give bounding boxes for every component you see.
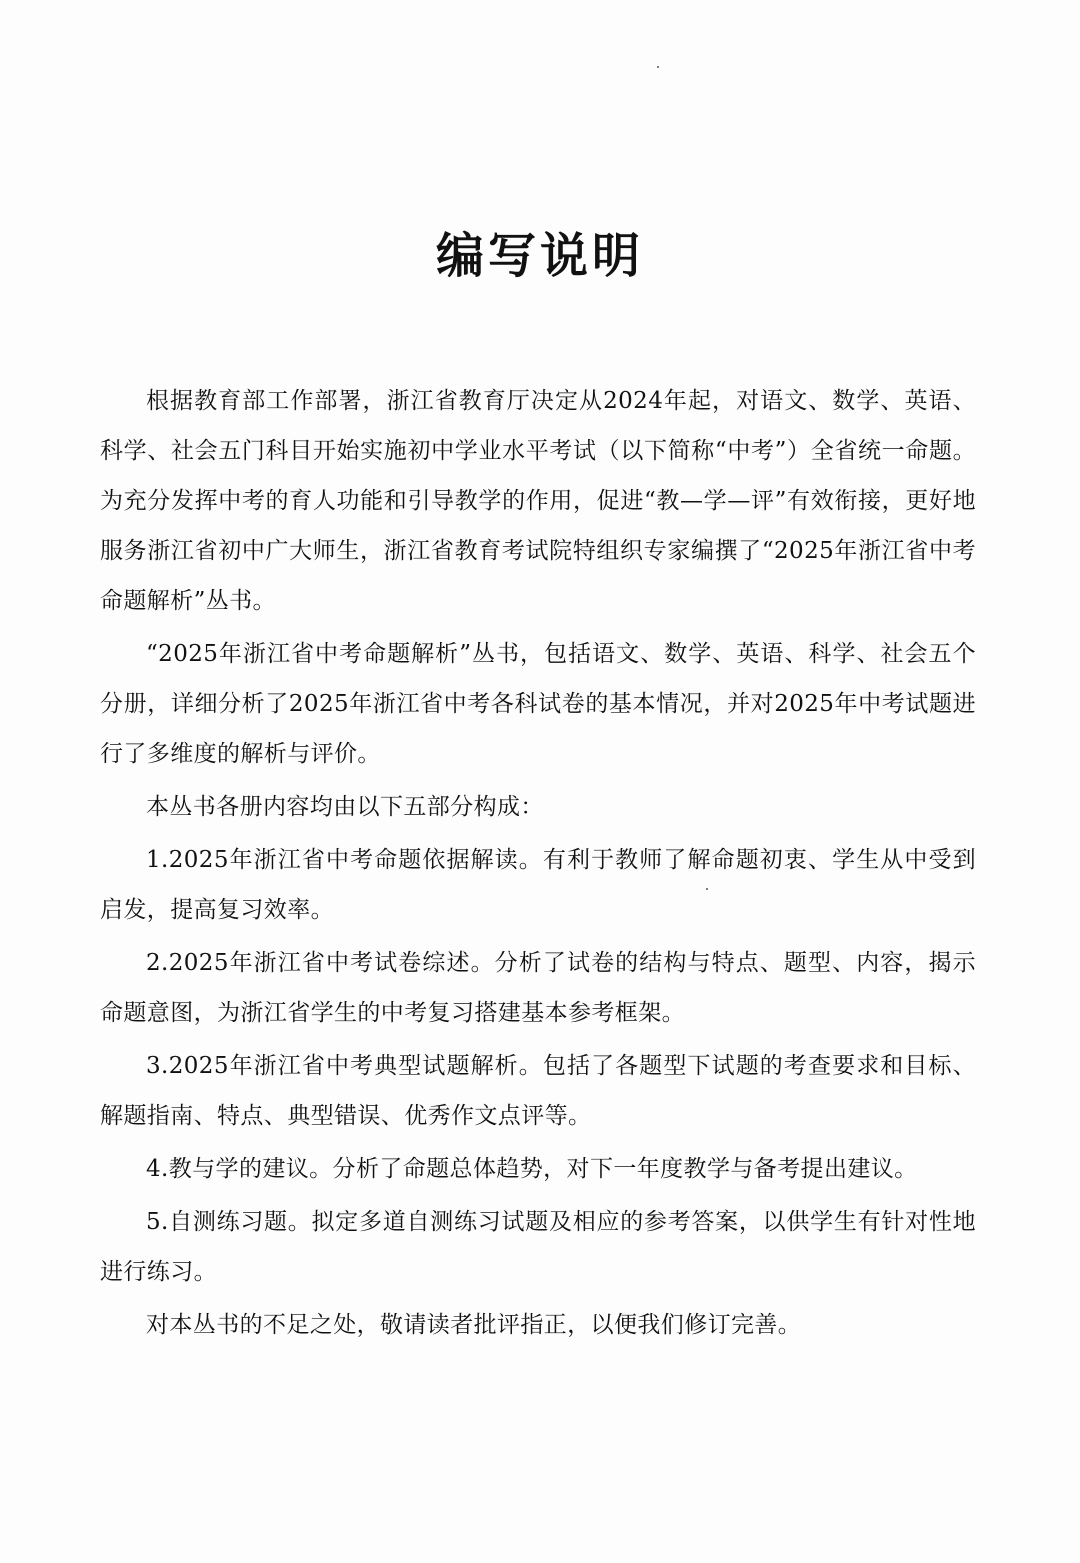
page-title: 编写说明	[435, 228, 644, 285]
paragraph-part-5: 5.自测练习题。拟定多道自测练习试题及相应的参考答案，以供学生有针对性地进行练习。	[100, 1209, 976, 1285]
paragraph-closing: 对本丛书的不足之处，敬请读者批评指正，以便我们修订完善。	[146, 1312, 802, 1338]
paragraph-part-2: 2.2025年浙江省中考试卷综述。分析了试卷的结构与特点、题型、内容，揭示命题意图，为浙江省学生的中考复习搭建基本参考框架。	[100, 950, 976, 1026]
document-body	[100, 376, 976, 1353]
paragraph-part-1: 1.2025年浙江省中考命题依据解读。有利于教师了解命题初衷、学生从中受到启发，提高复习效率。	[100, 847, 976, 923]
paragraph-part-3: 3.2025年浙江省中考典型试题解析。包括了各题型下试题的考查要求和目标、解题指南、特点、典型错误、优秀作文点评等。	[100, 1053, 976, 1129]
paragraph-series-scope: “2025年浙江省中考命题解析”丛书，包括语文、数学、英语、科学、社会五个分册，详细分析了2025年浙江省中考各科试卷的基本情况，并对2025年中考试题进行了多维度的解析与评价。	[100, 641, 976, 767]
paragraph-part-4: 4.教与学的建议。分析了命题总体趋势，对下一年度教学与备考提出建议。	[146, 1156, 918, 1182]
paragraph-structure-heading: 本丛书各册内容均由以下五部分构成：	[146, 794, 544, 820]
scan-speck	[657, 66, 659, 68]
paragraph-intro: 根据教育部工作部署，浙江省教育厅决定从2024年起，对语文、数学、英语、科学、社会五门科目开始实施初中学业水平考试（以下简称“中考”）全省统一命题。为充分发挥中考的育人功能和引导教学的作用，促进“教—学—评”有效衔接，更好地服务浙江省初中广大师生，浙江省教育考试院特组织专家编撰了“2025年浙江省中考命题解析”丛书。	[100, 388, 976, 614]
